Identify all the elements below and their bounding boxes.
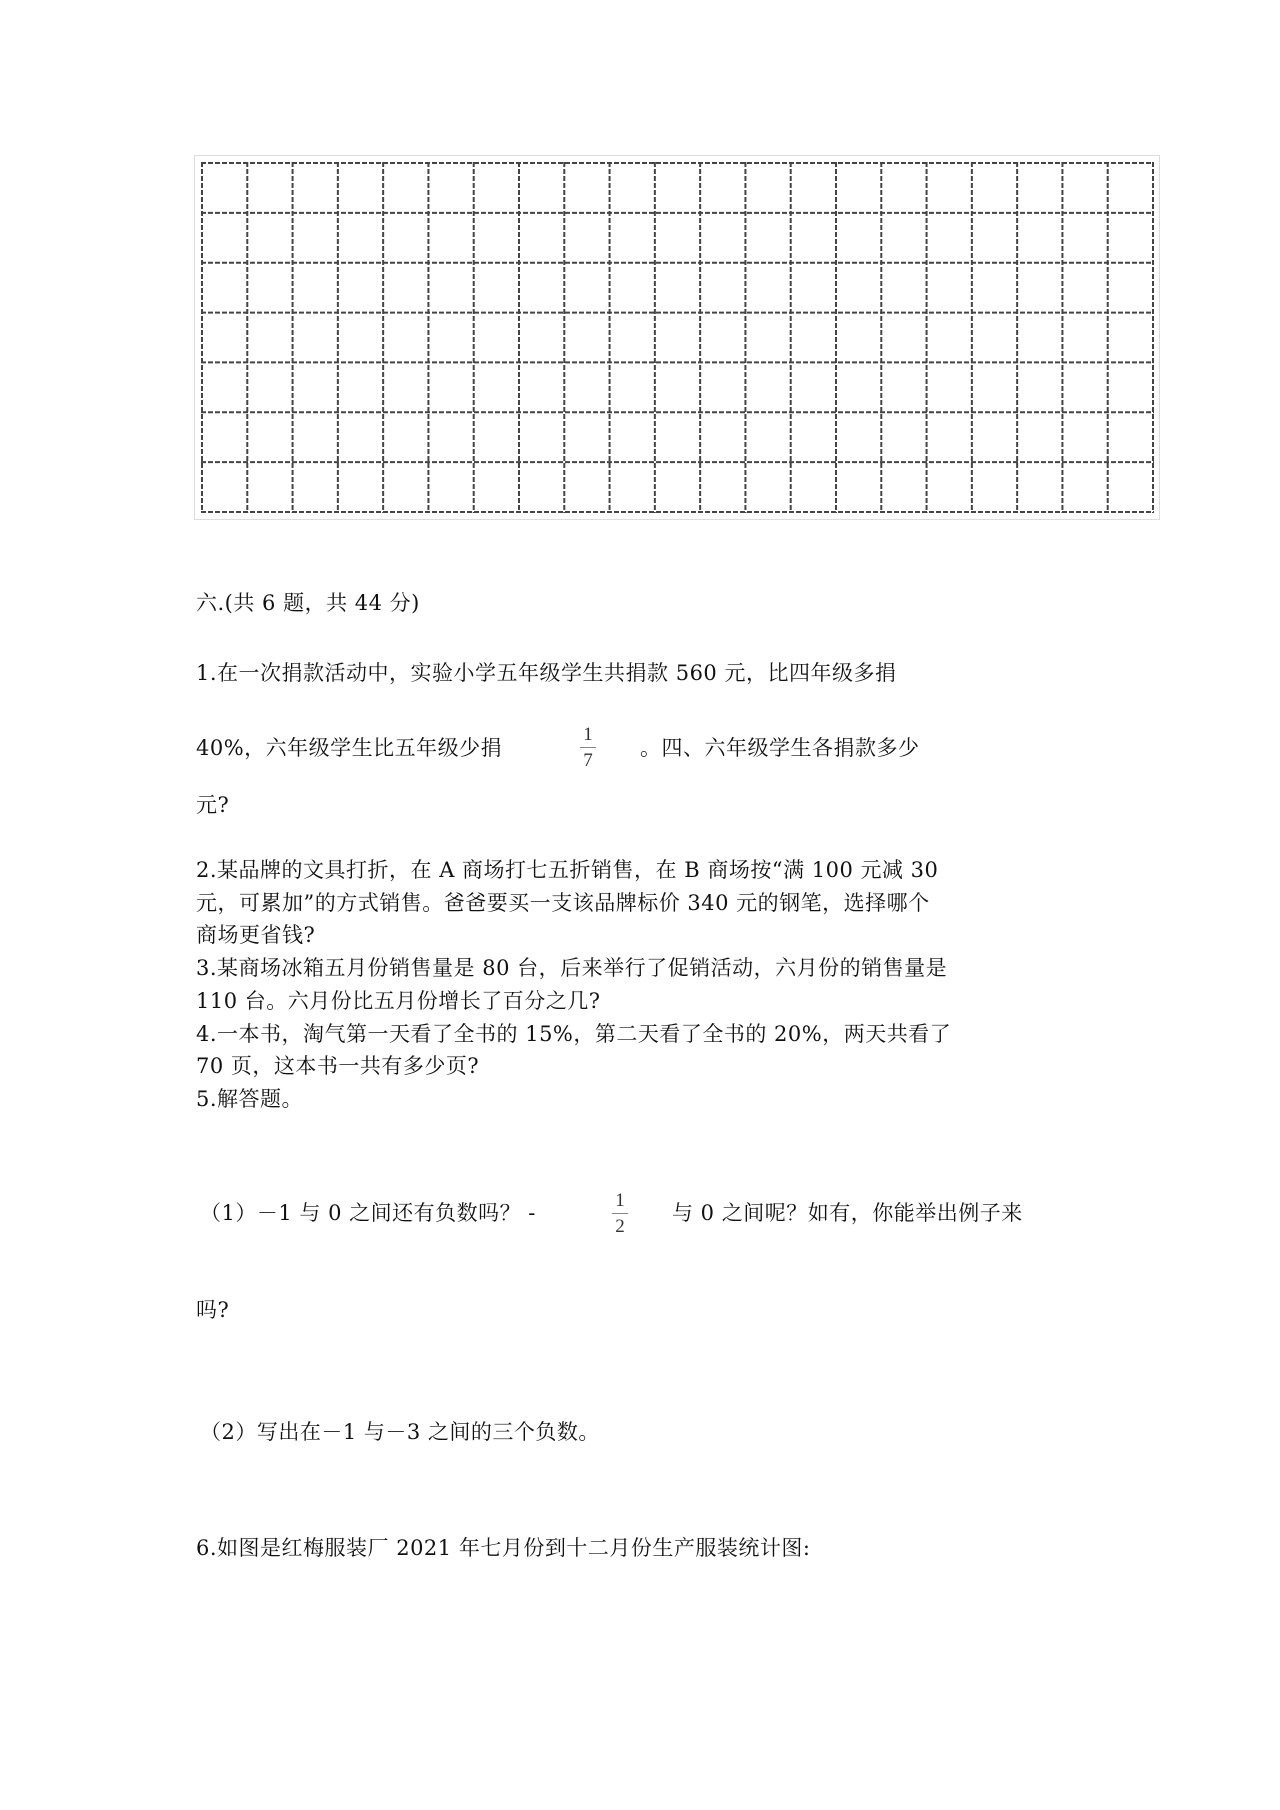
question-5-title: 5.解答题。 (196, 1087, 304, 1111)
question-4-line-2: 70 页，这本书一共有多少页? (196, 1054, 480, 1078)
question-3-line-1: 3.某商场冰箱五月份销售量是 80 台，后来举行了促销活动，六月份的销售量是 (196, 956, 948, 980)
fraction-numerator: 1 (615, 1190, 625, 1211)
grid-lines (201, 162, 1154, 513)
question-1-line-2-before: 40%，六年级学生比五年级少捐 (196, 736, 503, 760)
question-5-part-1-after: 与 0 之间呢？如有，你能举出例子来 (672, 1201, 1023, 1225)
answer-grid (201, 162, 1154, 513)
question-2-line-1: 2.某品牌的文具打折，在 A 商场打七五折销售，在 B 商场按“满 100 元减 30 (196, 858, 939, 882)
question-1-line-1: 1.在一次捐款活动中，实验小学五年级学生共捐款 560 元，比四年级多捐 (196, 661, 897, 685)
question-5-part-1-end: 吗? (196, 1298, 230, 1322)
question-1-line-3: 元? (196, 793, 230, 817)
question-2-line-3: 商场更省钱? (196, 923, 316, 947)
fraction-bar (580, 747, 596, 748)
question-6-line-1: 6.如图是红梅服装厂 2021 年七月份到十二月份生产服装统计图: (196, 1536, 811, 1560)
fraction-one-half (612, 1190, 628, 1238)
question-4-line-1: 4.一本书，淘气第一天看了全书的 15%，第二天看了全书的 20%，两天共看了 (196, 1022, 952, 1046)
question-2-line-2: 元，可累加”的方式销售。爸爸要买一支该品牌标价 340 元的钢笔，选择哪个 (196, 891, 930, 915)
fraction-numerator: 1 (583, 724, 593, 745)
fraction-bar (612, 1213, 628, 1214)
question-1-line-2-after: 。四、六年级学生各捐款多少 (640, 736, 920, 760)
fraction-one-seventh (580, 724, 596, 772)
section-heading: 六.(共 6 题，共 44 分) (196, 591, 420, 615)
question-3-line-2: 110 台。六月份比五月份增长了百分之几? (196, 989, 601, 1013)
question-5-part-2: （2）写出在－1 与－3 之间的三个负数。 (200, 1420, 600, 1444)
question-5-part-1-before: （1）－1 与 0 之间还有负数吗？ - (200, 1201, 536, 1225)
answer-grid-box (194, 155, 1160, 520)
fraction-denominator: 2 (615, 1216, 625, 1237)
fraction-denominator: 7 (583, 750, 593, 771)
